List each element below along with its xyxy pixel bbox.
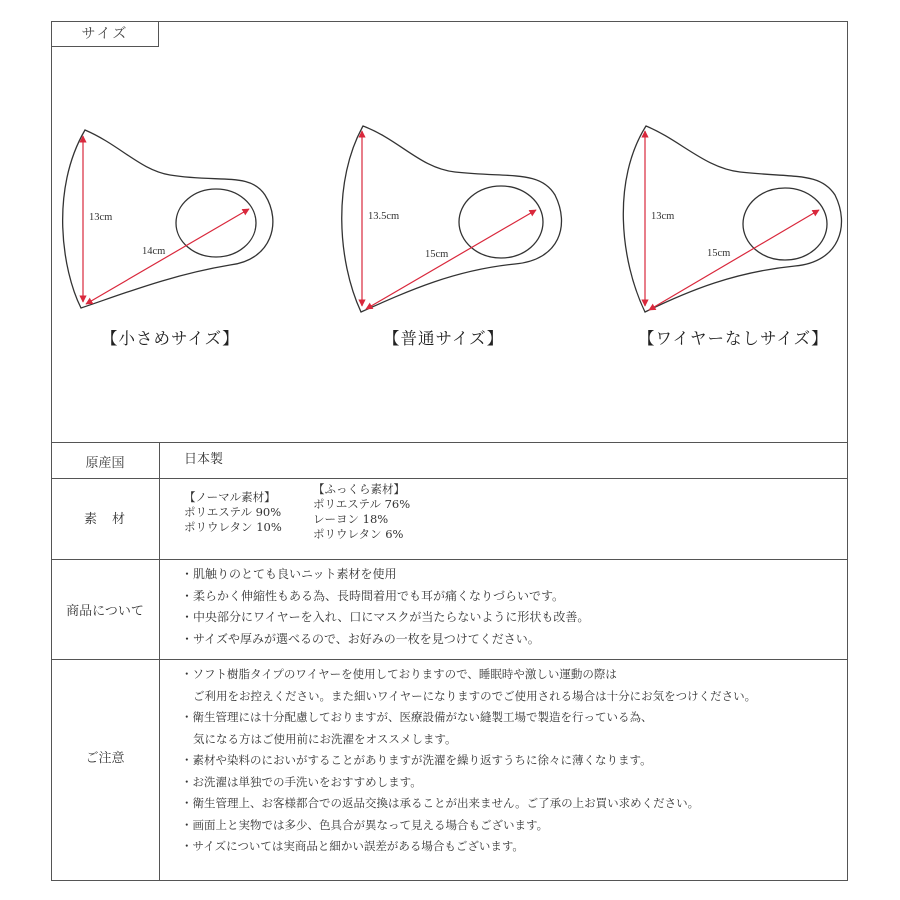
material-normal-line: ポリウレタン 10% xyxy=(184,520,282,534)
caution-item: ・お洗濯は単独での手洗いをおすすめします。 xyxy=(181,774,422,789)
material-normal-title: 【ノーマル素材】 xyxy=(184,490,276,504)
caution-item: ・素材や染料のにおいがすることがありますが洗濯を繰り返すうちに徐々に薄くなります。 xyxy=(181,753,652,767)
size-section-tab: サイズ xyxy=(51,21,159,47)
svg-text:15cm: 15cm xyxy=(707,248,731,259)
material-fluffy-line: ポリエステル 76% xyxy=(313,497,411,511)
caution-item: ・ソフト樹脂タイプのワイヤーを使用しておりますので、睡眠時や激しい運動の際は xyxy=(181,667,617,681)
about-list xyxy=(181,564,589,650)
caution-label: ご注意 xyxy=(85,751,125,766)
caution-item: ・衛生管理には十分配慮しておりますが、医療設備がない縫製工場で製造を行っている為、 xyxy=(181,710,653,724)
about-item: ・中央部分にワイヤーを入れ、口にマスクが当たらないように形状も改善。 xyxy=(181,610,590,624)
material-fluffy-title: 【ふっくら素材】 xyxy=(313,482,405,496)
svg-text:15cm: 15cm xyxy=(425,249,449,260)
about-label: 商品について xyxy=(66,604,144,619)
mask-size-diagrams xyxy=(0,0,900,440)
caution-item: 気になる方はご使用前にお洗濯をオススメします。 xyxy=(193,731,457,746)
caution-item: ご利用をお控えください。また細いワイヤーになりますのでご使用される場合は十分にお気をつけください。 xyxy=(193,688,757,703)
material-label: 素 材 xyxy=(83,512,126,527)
mask-nowire-diagram xyxy=(623,126,841,312)
table-divider xyxy=(51,659,848,660)
table-divider xyxy=(51,478,848,479)
material-normal-line: ポリエステル 90% xyxy=(184,505,282,519)
svg-text:13.5cm: 13.5cm xyxy=(368,211,400,222)
about-item: ・肌触りのとても良いニット素材を使用 xyxy=(181,567,397,581)
material-fluffy-line: ポリウレタン 6% xyxy=(313,527,404,541)
table-divider xyxy=(51,442,848,443)
mask-normal-diagram xyxy=(342,126,562,312)
mask-small-diagram xyxy=(63,130,273,308)
about-item: ・サイズや厚みが選べるので、お好みの一枚を見つけてください。 xyxy=(181,631,540,646)
mask-small-label: 【小さめサイズ】 xyxy=(101,329,240,348)
material-normal xyxy=(184,490,282,535)
material-fluffy xyxy=(313,482,410,542)
svg-text:13cm: 13cm xyxy=(89,212,113,223)
mask-normal-label: 【普通サイズ】 xyxy=(383,329,505,348)
origin-label: 原産国 xyxy=(85,456,125,471)
about-item: ・柔らかく伸縮性もある為、長時間着用でも耳が痛くなりづらいです。 xyxy=(181,588,565,603)
svg-text:14cm: 14cm xyxy=(142,246,166,257)
caution-list xyxy=(181,664,756,858)
material-fluffy-line: レーヨン 18% xyxy=(313,512,389,526)
table-column-divider xyxy=(159,442,160,881)
svg-text:13cm: 13cm xyxy=(651,211,675,222)
caution-item: ・衛生管理上、お客様都合での返品交換は承ることが出来ません。ご了承の上お買い求めください。 xyxy=(181,796,700,810)
origin-value: 日本製 xyxy=(184,452,224,467)
caution-item: ・画面上と実物では多少、色具合が異なって見える場合もございます。 xyxy=(181,817,549,832)
table-divider xyxy=(51,559,848,560)
mask-nowire-label: 【ワイヤーなしサイズ】 xyxy=(638,329,829,348)
caution-item: ・サイズについては実商品と細かい誤差がある場合もございます。 xyxy=(181,839,524,853)
